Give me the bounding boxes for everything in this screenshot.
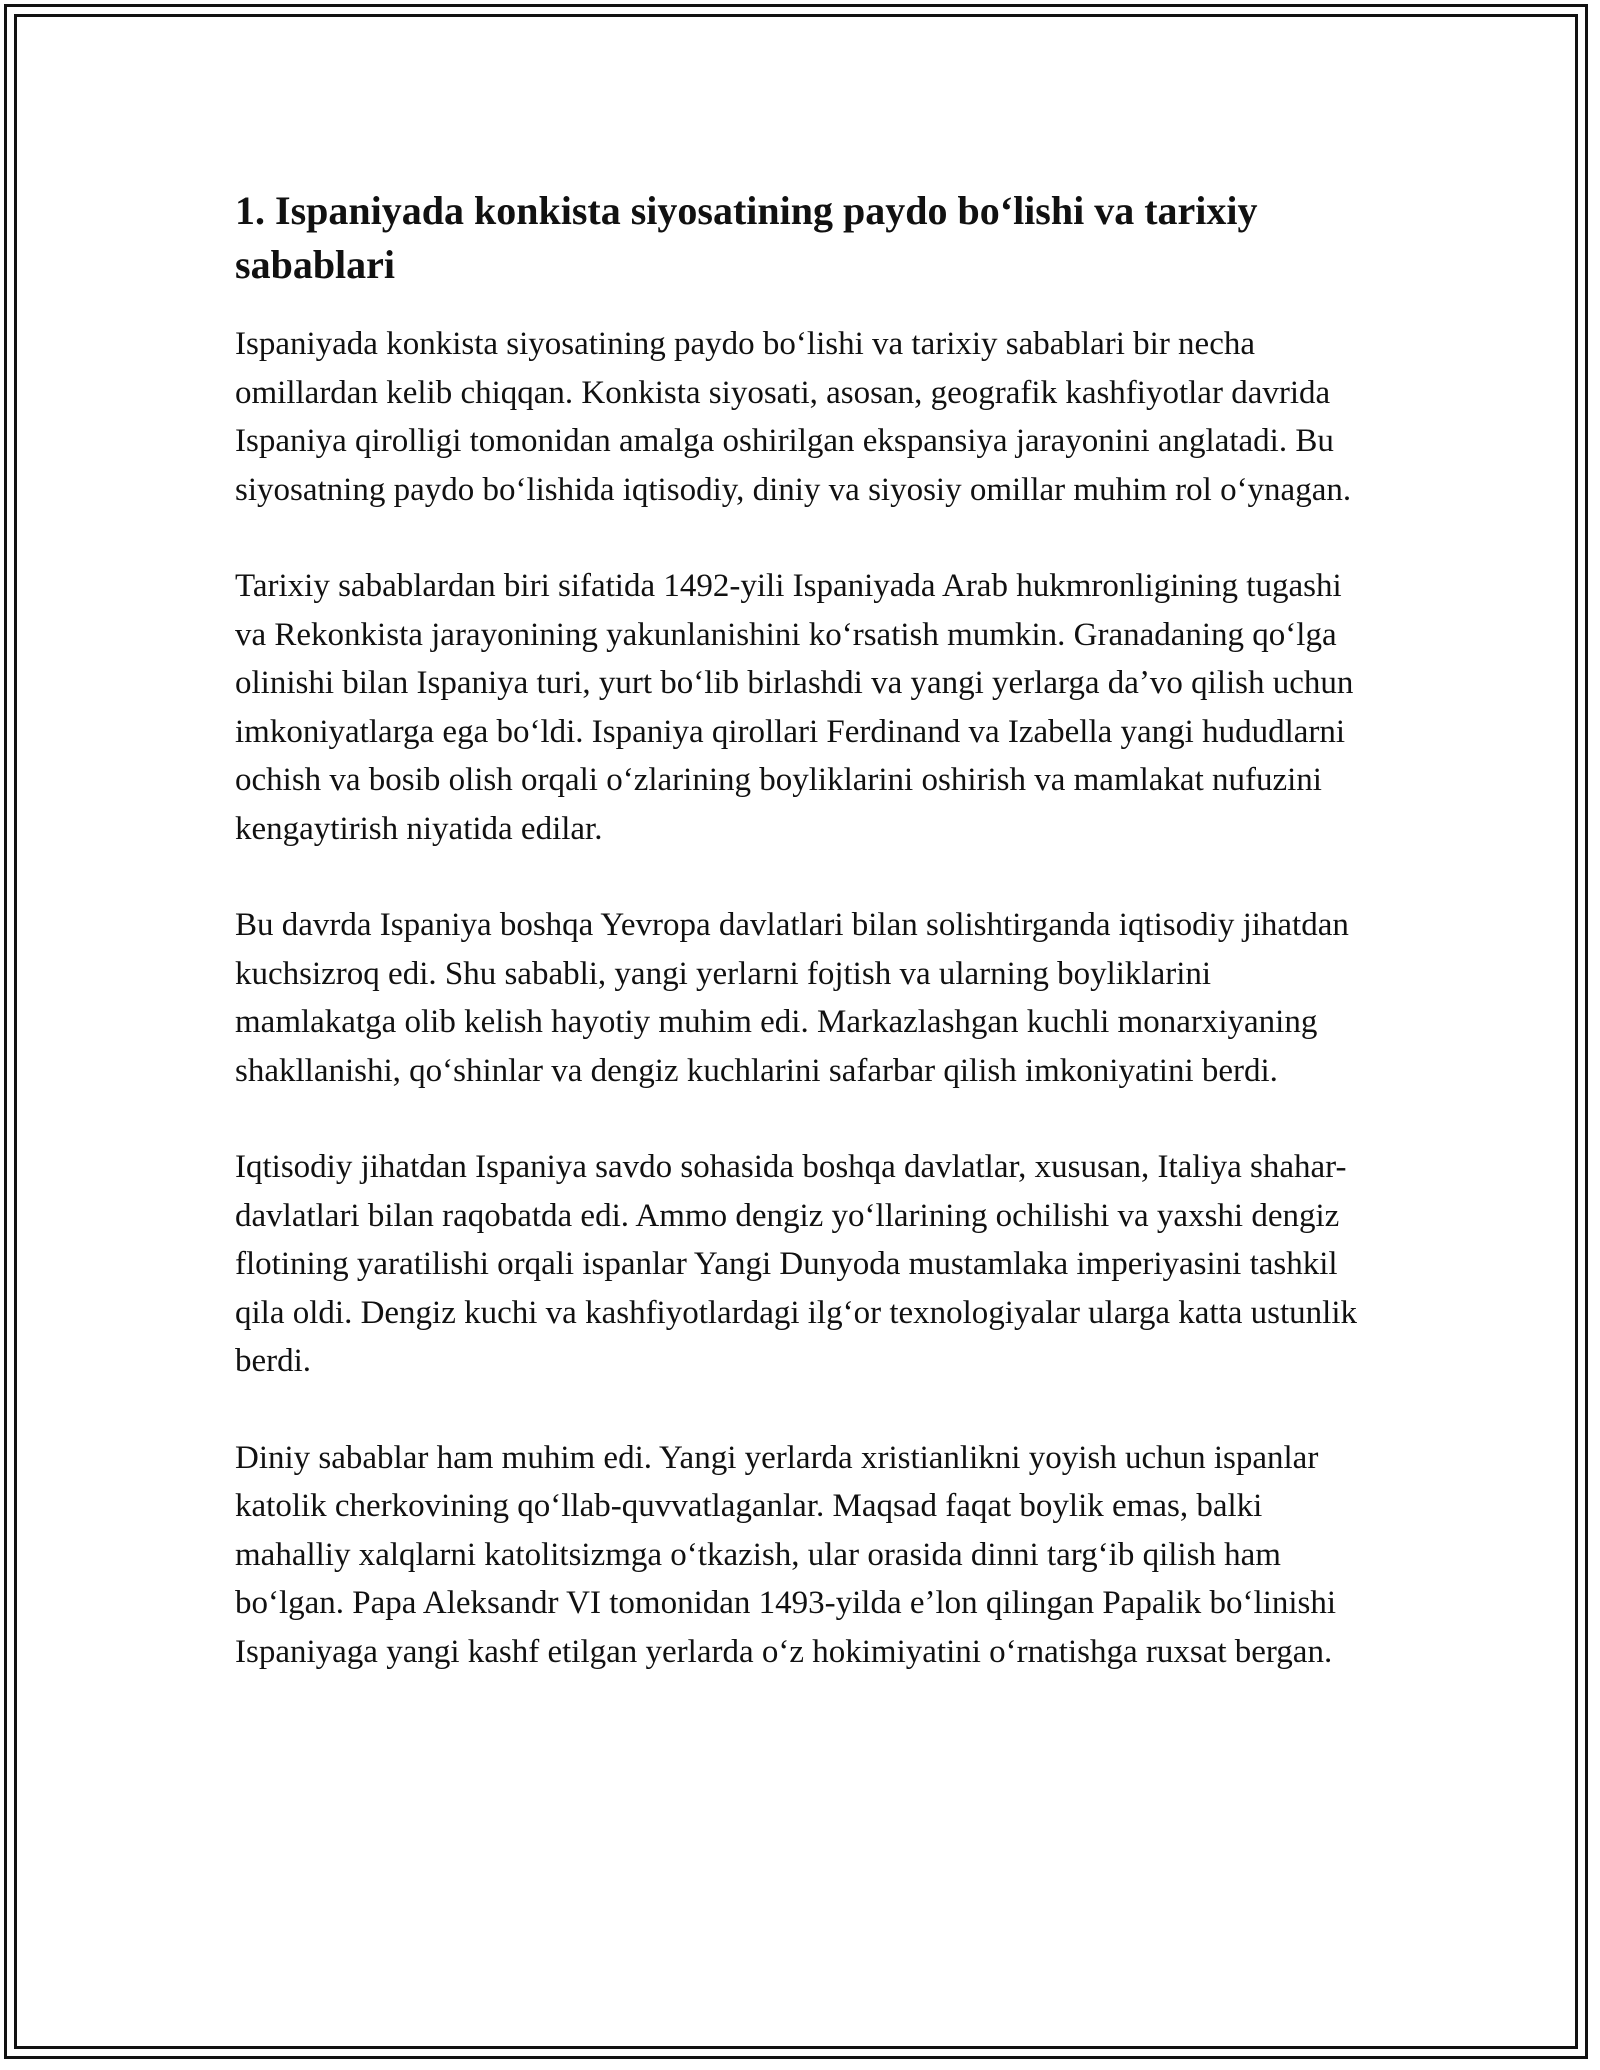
paragraph-3: Bu davrda Ispaniya boshqa Yevropa davlatlari bilan solishtirganda iqtisodiy jihatdan kuchsizroq edi. Shu sababli, yangi yerlarni fojtish va ularning boyliklarini mamlakatga olib kelish hayotiy muhim edi. Markazlashgan kuchli monarxiyaning shakllanishi, qoʻshinlar va dengiz kuchlarini safarbar qilish imkoniyatini berdi. bbox=[235, 907, 1349, 1089]
paragraph-5: Diniy sabablar ham muhim edi. Yangi yerlarda xristianlikni yoyish uchun ispanlar katolik cherkovining qoʻllab-quvvatlaganlar. Maqsad faqat boylik emas, balki mahalliy xalqlarni katolitsizmga oʻtkazish, ular orasida dinni targʻib qilish ham boʻlgan. Papa Aleksandr VI tomonidan 1493-yilda eʼlon qilingan Papalik boʻlinishi Ispaniyaga yangi kashf etilgan yerlarda oʻz hokimiyatini oʻrnatishga ruxsat bergan. bbox=[235, 1439, 1337, 1670]
section-heading: 1. Ispaniyada konkista siyosatining paydo boʻlishi va tarixiy sabablari bbox=[235, 188, 1258, 287]
paragraph-1: Ispaniyada konkista siyosatining paydo boʻlishi va tarixiy sabablari bir necha omillardan kelib chiqqan. Konkista siyosati, asosan, geografik kashfiyotlar davrida Ispaniya qirolligi tomonidan amalga oshirilgan ekspansiya jarayonini anglatadi. Bu siyosatning paydo boʻlishida iqtisodiy, diniy va siyosiy omillar muhim rol oʻynagan. bbox=[235, 326, 1352, 508]
paragraph-4: Iqtisodiy jihatdan Ispaniya savdo sohasida boshqa davlatlar, xususan, Italiya shahar-davlatlari bilan raqobatda edi. Ammo dengiz yoʻllarining ochilishi va yaxshi dengiz flotining yaratilishi orqali ispanlar Yangi Dunyoda mustamlaka imperiyasini tashkil qila oldi. Dengiz kuchi va kashfiyotlardagi ilgʻor texnologiyalar ularga katta ustunlik berdi. bbox=[235, 1149, 1358, 1379]
paragraph-2: Tarixiy sabablardan biri sifatida 1492-yili Ispaniyada Arab hukmronligining tugashi va Rekonkista jarayonining yakunlanishini koʻrsatish mumkin. Granadaning qoʻlga olinishi bilan Ispaniya turi, yurt boʻlib birlashdi va yangi yerlarga daʼvo qilish uchun imkoniyatlarga ega boʻldi. Ispaniya qirollari Ferdinand va Izabella yangi hududlarni ochish va bosib olish orqali oʻzlarining boyliklarini oshirish va mamlakat nufuzini kengaytirish niyatida edilar. bbox=[235, 568, 1354, 847]
document-body bbox=[235, 184, 1365, 1676]
